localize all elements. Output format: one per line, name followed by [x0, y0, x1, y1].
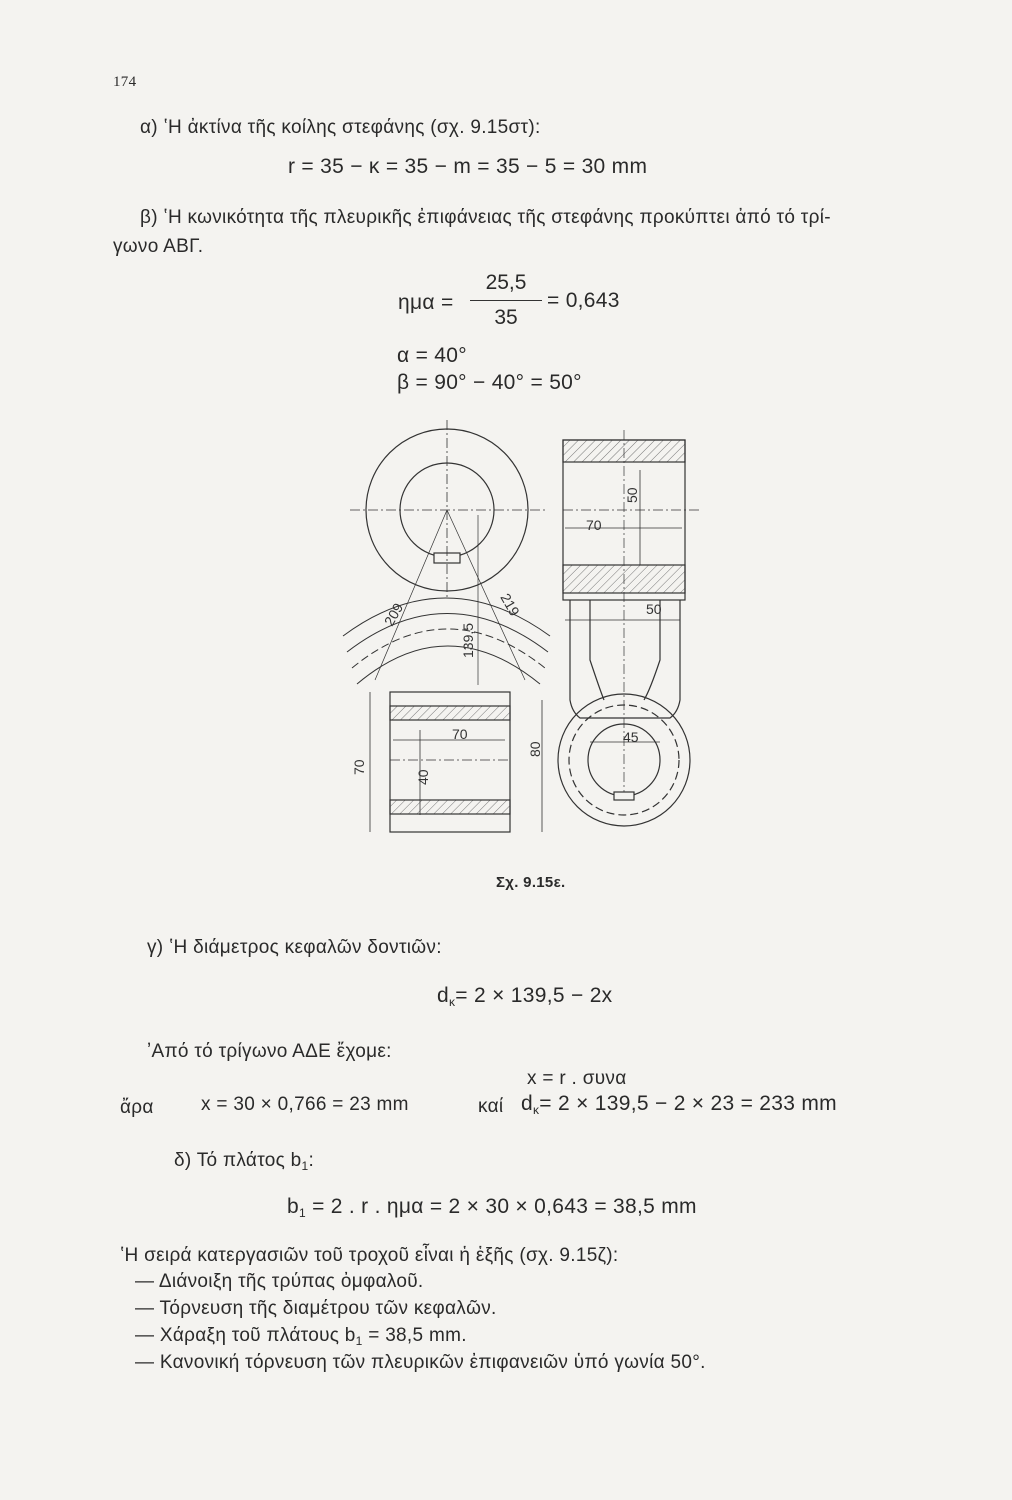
- section-c-heading: γ) ʽΗ διάμετρος κεφαλῶν δοντιῶν:: [147, 937, 442, 958]
- dim-50-top: 50: [624, 487, 640, 503]
- section-b-line1: β) ʽΗ κωνικότητα τῆς πλευρικῆς ἐπιφάνειας τῆς στεφάνης προκύπτει ἀπό τό τρί-: [140, 207, 831, 228]
- sequence-item-2: — Τόρνευση τῆς διαμέτρου τῶν κεφαλῶν.: [135, 1298, 497, 1319]
- dim-40: 40: [415, 769, 431, 785]
- section-a-heading: α) ʽΗ ἀκτίνα τῆς κοίλης στεφάνης (σχ. 9.15στ):: [140, 117, 541, 138]
- sequence-item-4: — Κανονική τόρνευση τῶν πλευρικῶν ἐπιφανειῶν ὑπό γωνία 50°.: [135, 1352, 706, 1373]
- beta-value: β = 90° − 40° = 50°: [397, 371, 582, 394]
- ratio-denominator: 35: [494, 306, 518, 329]
- dim-70-left: 70: [351, 759, 367, 775]
- triangle-statement: ʼΑπό τό τρίγωνο ΑΔΕ ἔχομε:: [147, 1041, 392, 1062]
- sequence-item-1: — Διάνοιξη τῆς τρύπας ὀμφαλοῦ.: [135, 1271, 424, 1292]
- section-b-line2: γωνο ΑΒΓ.: [113, 236, 204, 257]
- section-a-formula: r = 35 − κ = 35 − m = 35 − 5 = 30 mm: [288, 155, 648, 178]
- b1-formula: $b_1 = 2$ . r . ημα = 2 × 30 × 0,643 = 38,5 mm: [287, 1195, 697, 1220]
- figure-caption: Σχ. 9.15ε.: [496, 874, 566, 891]
- dim-219: 219: [497, 590, 523, 619]
- dim-80: 80: [527, 741, 543, 757]
- sequence-item-3: — Χάραξη τοῦ πλάτους $b_1 = 38,5$ mm.: [135, 1325, 467, 1348]
- ratio-numerator: 25,5: [485, 271, 527, 294]
- ratio-lhs: ημα =: [398, 291, 454, 314]
- dk-result: $d_\kappa= 2 \times 139,5 - 2 \times 23 = 233$ mm: [521, 1092, 837, 1117]
- dim-45: 45: [623, 729, 639, 745]
- dk-formula: $d_\kappa= 2 \times 139,5 - 2x$: [437, 984, 613, 1009]
- dim-139-5: 139,5: [460, 622, 476, 658]
- dim-70-front: 70: [452, 726, 468, 742]
- section-d-heading: δ) Τό πλάτος $b_1$:: [174, 1150, 315, 1173]
- dim-50-mid: 50: [646, 601, 662, 617]
- ratio-rhs: = 0,643: [547, 289, 620, 312]
- wheel-side-view: [343, 420, 550, 685]
- x-equation: x = r . συνα: [527, 1068, 627, 1089]
- dim-70-top: 70: [586, 517, 602, 533]
- page-number: 174: [113, 74, 137, 90]
- wheel-front-view: [370, 692, 542, 832]
- kai-word: καί: [478, 1096, 504, 1117]
- dim-209: 209: [380, 600, 407, 629]
- ara-word: ἄρα: [120, 1097, 154, 1118]
- alpha-value: α = 40°: [397, 344, 467, 367]
- x-value: x = 30 × 0,766 = 23 mm: [201, 1094, 409, 1115]
- sequence-intro: ʽΗ σειρά κατεργασιῶν τοῦ τροχοῦ εἶναι ἡ ἑξῆς (σχ. 9.15ζ):: [120, 1245, 619, 1266]
